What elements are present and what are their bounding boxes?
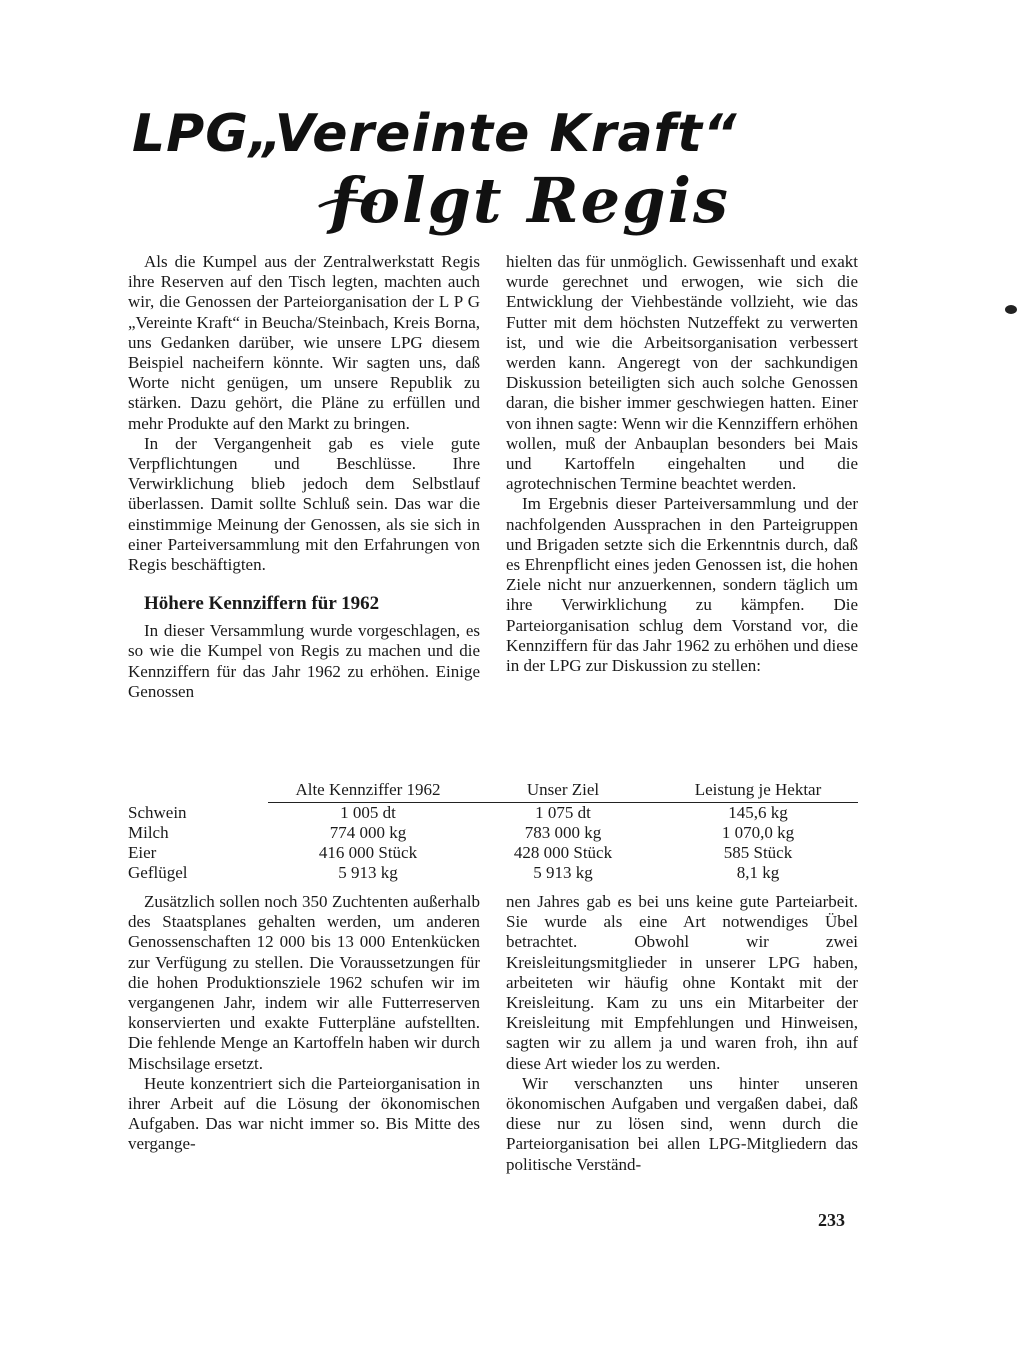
section-heading: Höhere Kennziffern für 1962 (144, 593, 380, 615)
row-label: Schwein (128, 802, 187, 822)
cell-ziel: 5 913 kg (533, 863, 593, 882)
paragraph: Als die Kumpel aus der Zentralwerkstatt Regis ihre Reserven auf den Tisch legten, machten auch wir, die Genossen der Parteiorganisation der L P G „Vereinte Kraft“ in Beucha/Steinbach, Kreis Borna, uns Gedanken darüber, wie unsere LPG diesem Beispiel nacheifern könnte. Wir sagten uns, daß Worte nicht genügen, um unsere Republik zu stärken. Dazu gehört, die Pläne zu erfüllen und mehr Produkte auf den Markt zu bringen. (128, 252, 480, 433)
column-left-top (128, 252, 480, 702)
paragraph: nen Jahres gab es bei uns keine gute Parteiarbeit. Sie wurde als eine Art notwendiges Übel betrachtet. Obwohl wir zwei Kreisleitungsmitglieder in unserer LPG haben, arbeiteten wir häufig ohne Kontakt mit der Kreisleitung. Kam zu uns ein Mitarbeiter der Kreisleitung mit Empfehlungen und Hinweisen, sagten wir zu allem ja und waren froh, ihn auf diese Art wieder los zu werden. (506, 892, 858, 1073)
cell-leistung: 1 070,0 kg (721, 823, 795, 842)
table-header-blank (128, 780, 268, 803)
table-row (128, 823, 858, 843)
column-left-bottom (128, 892, 480, 1155)
table-row (128, 863, 858, 883)
cell-alt: 5 913 kg (338, 863, 398, 882)
paragraph: In dieser Versammlung wurde vorgeschlagen, es so wie die Kumpel von Regis zu machen und die Kennziffern für das Jahr 1962 zu erhöhen. Einige Genossen (128, 621, 480, 701)
kennziffern-table (128, 780, 858, 883)
cell-alt: 416 000 Stück (318, 843, 418, 862)
cell-leistung: 8,1 kg (736, 863, 780, 882)
page-number: 233 (818, 1210, 845, 1230)
cell-alt: 1 005 dt (340, 803, 396, 822)
paragraph: Zusätzlich sollen noch 350 Zuchtenten außerhalb des Staatsplanes gehalten werden, um anderen Genossenschaften 12 000 bis 13 000 Entenkücken zur Verfügung zu stellen. Die Voraussetzungen für die hohen Produktionsziele 1962 schufen wir im vergangenen Jahr, indem wir alle Futterreserven konservierten und exakte Futterpläne aufstellten. Die fehlende Menge an Kartoffeln haben wir durch Mischsilage ersetzt. (128, 892, 480, 1073)
cell-ziel: 428 000 Stück (513, 843, 613, 862)
paragraph: Wir verschanzten uns hinter unseren ökonomischen Aufgaben und vergaßen dabei, daß diese nur zu lösen sind, wenn durch die Parteiorganisation bei allen LPG-Mitgliedern das politische Verständ- (506, 1073, 858, 1174)
cell-alt: 774 000 kg (329, 823, 407, 842)
paragraph: In der Vergangenheit gab es viele gute Verpflichtungen und Beschlüsse. Ihre Verwirklichung blieb jedoch dem Selbstlauf überlassen. Damit sollte Schluß sein. Das war die einstimmige Meinung der Genossen, als sie sich in einer Parteiversammlung mit den Erfahrungen von Regis beschäftigten. (128, 433, 480, 575)
ink-speck (1005, 305, 1017, 314)
row-label: Milch (128, 823, 169, 842)
cell-ziel: 1 075 dt (535, 803, 591, 822)
table-row (128, 803, 858, 824)
row-label: Geflügel (128, 863, 188, 882)
cell-leistung: 585 Stück (723, 843, 793, 862)
table-header-alt: Alte Kennziffer 1962 (268, 780, 468, 803)
column-right-bottom (506, 892, 858, 1175)
cell-leistung: 145,6 kg (728, 803, 788, 822)
column-right-top (506, 252, 858, 676)
cell-ziel: 783 000 kg (524, 823, 602, 842)
row-label: Eier (128, 843, 157, 862)
paragraph: Im Ergebnis dieser Parteiversammlung und der nachfolgenden Aussprachen in den Parteigruppen und Brigaden setzte sich die Erkenntnis durch, daß es Ehrenpflicht eines jeden Genossen ist, die hohen Ziele nicht nur anzuerkennen, sondern täglich um ihre Verwirklichung zu kämpfen. Die Parteiorganisation schlug dem Vorstand vor, die Kennziffern für das Jahr 1962 zu erhöhen und diese in der LPG zur Diskussion zu stellen: (506, 494, 858, 676)
table-header-leistung: Leistung je Hektar (658, 780, 858, 803)
table-header-row (128, 780, 858, 803)
article-subtitle-script: folgt Regis (330, 164, 730, 237)
paragraph: hielten das für unmöglich. Gewissenhaft und exakt wurde gerechnet und erwogen, wie sich die Entwicklung der Viehbestände vollzieht, wie das Futter mit dem höchsten Nutzeffekt zu verwerten ist, und wie die Arbeitsorganisation verbessert werden kann. Angeregt von der sachkundigen Diskussion beteiligten sich auch solche Genossen daran, die bisher immer geschwiegen hatten. Einer von ihnen sagte: Wenn wir die Kennziffern erhöhen wollen, muß der Anbauplan besonders bei Mais und Kartoffeln eingehalten und die agrotechnischen Termine beachtet werden. (506, 252, 858, 494)
table-header-ziel: Unser Ziel (468, 780, 658, 803)
script-underline-stroke (318, 196, 378, 210)
article-title: LPG„Vereinte Kraft“ (132, 104, 738, 164)
paragraph: Heute konzentriert sich die Parteiorganisation in ihrer Arbeit auf die Lösung der ökonomischen Aufgaben. Das war nicht immer so. Bis Mitte des vergange- (128, 1073, 480, 1154)
table-row (128, 843, 858, 863)
